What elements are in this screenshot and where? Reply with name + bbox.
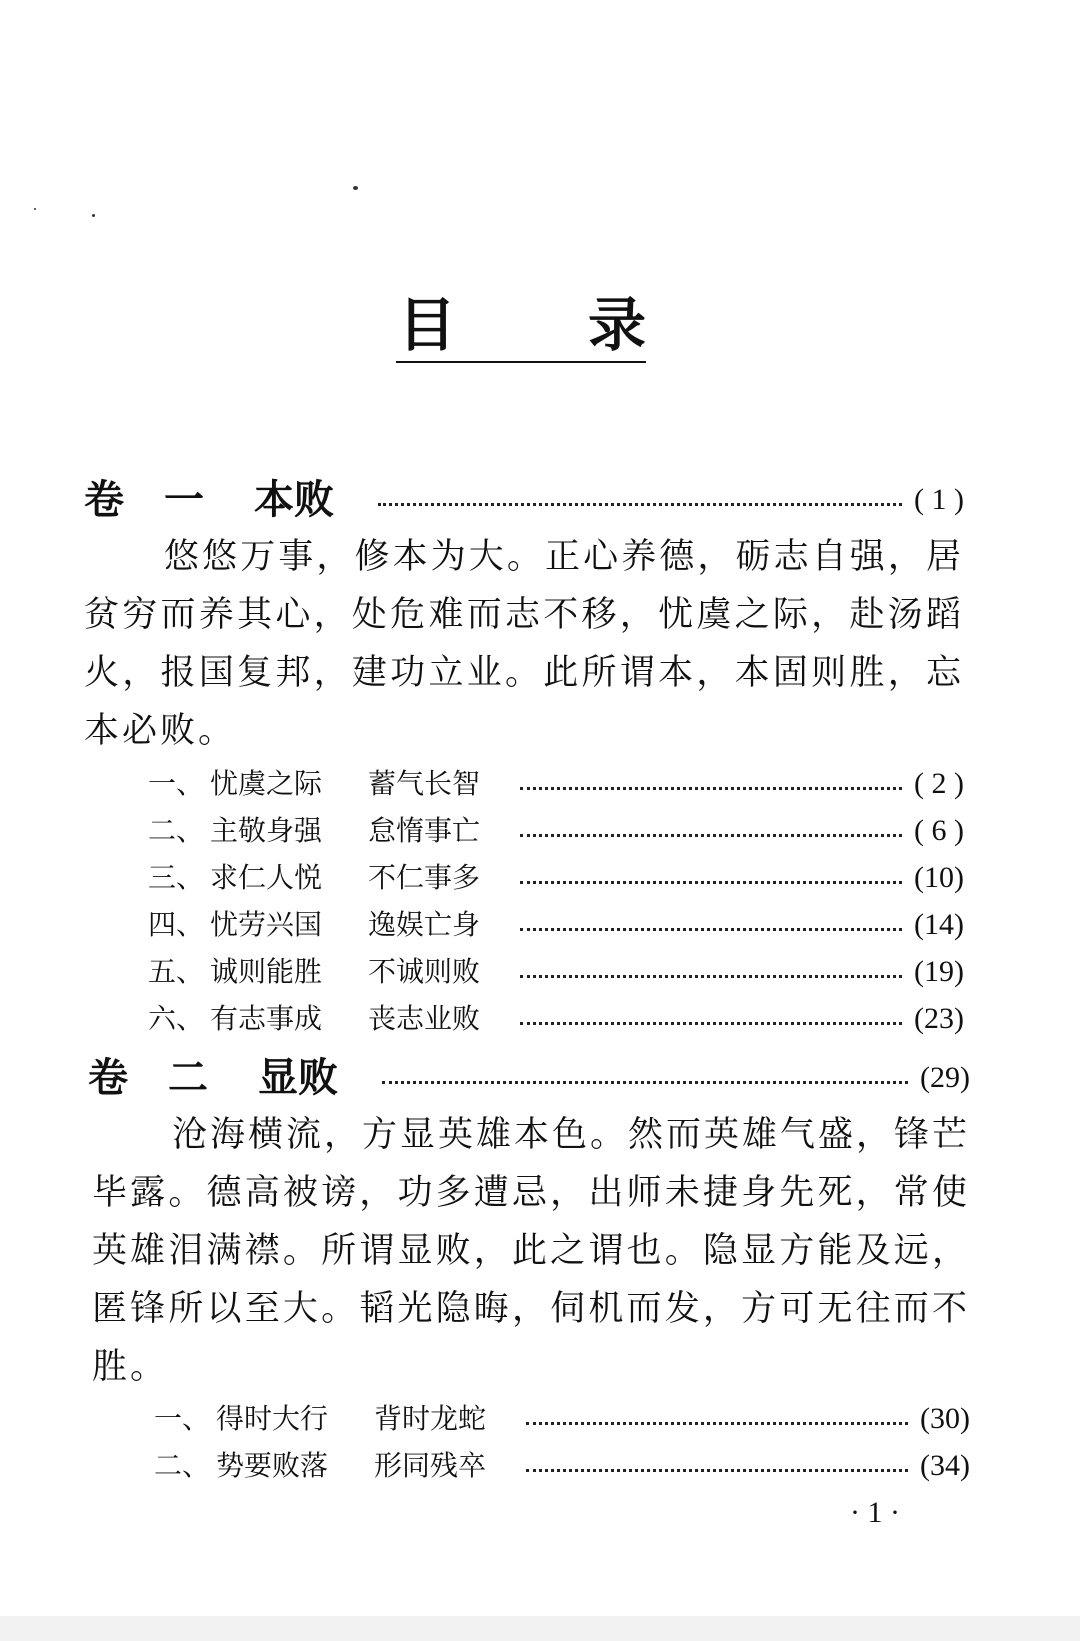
entry-title-second: 怠惰事亡 [368,814,481,847]
volume-ordinal: 二 [168,1055,208,1101]
dot-leader [520,834,902,837]
entry-title-first: 势要败落 [216,1449,329,1482]
entry-number: 四、 [148,908,205,941]
toc-entry[interactable] [148,949,964,995]
entry-number: 一、 [154,1402,211,1435]
title-char-left: 目 [398,291,457,359]
title-underline [396,361,646,363]
entry-number: 六、 [148,1002,205,1035]
entry-title-second: 形同残卒 [374,1449,487,1482]
entry-number: 二、 [148,814,205,847]
entry-title-first: 主敬身强 [210,814,323,847]
toc-entry[interactable] [148,996,964,1042]
volume-ordinal: 一 [164,477,204,523]
volume-heading[interactable] [84,472,964,528]
dot-leader [526,1422,908,1425]
scan-speck [34,208,36,210]
dot-leader [520,975,902,978]
entry-number: 二、 [154,1449,211,1482]
toc-entry[interactable] [148,902,964,948]
dot-leader [382,1081,908,1084]
toc-entry[interactable] [148,808,964,854]
volume-summary: 沧海横流，方显英雄本色。然而英雄气盛，锋芒毕露。德高被谤，功多遭忌，出师未捷身先死，常使英雄泪满襟。所谓显败，此之谓也。隐显方能及远，匿锋所以至大。韬光隐晦，伺机而发，方可无往而不胜。 [92,1115,971,1387]
volume-label: 卷 [84,477,124,523]
toc-entry[interactable] [148,855,964,901]
entry-page-number: ( 6 ) [914,814,964,847]
entry-title-first: 忧劳兴国 [210,908,323,941]
scan-speck [92,214,95,217]
dot-leader [520,1022,902,1025]
entry-title-first: 得时大行 [216,1402,329,1435]
dot-leader [526,1469,908,1472]
entry-title-second: 不诚则败 [368,955,481,988]
entry-page-number: (14) [914,908,964,941]
entry-number: 一、 [148,767,205,800]
entry-title-second: 逸娱亡身 [368,908,481,941]
volume-label: 卷 [88,1055,128,1101]
entry-page-number: (19) [914,955,964,988]
volume-heading[interactable] [88,1050,970,1106]
entry-title-first: 诚则能胜 [210,955,323,988]
entry-title-second: 背时龙蛇 [374,1402,487,1435]
entry-title-first: 求仁人悦 [210,861,323,894]
entry-page-number: (10) [914,861,964,894]
entry-page-number: (23) [914,1002,964,1035]
dot-leader [520,928,902,931]
volume-name: 本败 [254,477,334,523]
entry-title-second: 不仁事多 [368,861,481,894]
page-number: · 1 · [850,1496,900,1529]
dot-leader [520,881,902,884]
volume-name: 显败 [258,1055,338,1101]
dot-leader [520,787,902,790]
entry-title-second: 蓄气长智 [368,767,481,800]
toc-entry[interactable] [154,1443,970,1489]
entry-page-number: ( 2 ) [914,767,964,800]
dot-leader [378,503,902,506]
volume-summary: 悠悠万事，修本为大。正心养德，砺志自强，居贫穷而养其心，处危难而志不移，忧虞之际，赴汤蹈火，报国复邦，建功立业。此所谓本，本固则胜，忘本必败。 [84,537,964,751]
viewer-bottom-bar [0,1616,1080,1641]
title-char-right: 录 [587,291,646,359]
toc-entry[interactable] [148,761,964,807]
entry-title-first: 忧虞之际 [210,767,323,800]
entry-title-second: 丧志业败 [368,1002,481,1035]
scan-speck [353,186,358,190]
volume-page-number: ( 1 ) [914,483,964,516]
entry-page-number: (34) [920,1449,970,1482]
toc-entry[interactable] [154,1396,970,1442]
page-title [398,290,646,360]
volume-page-number: (29) [920,1061,970,1094]
entry-page-number: (30) [920,1402,970,1435]
entry-title-first: 有志事成 [210,1002,323,1035]
entry-number: 五、 [148,955,205,988]
entry-number: 三、 [148,861,205,894]
